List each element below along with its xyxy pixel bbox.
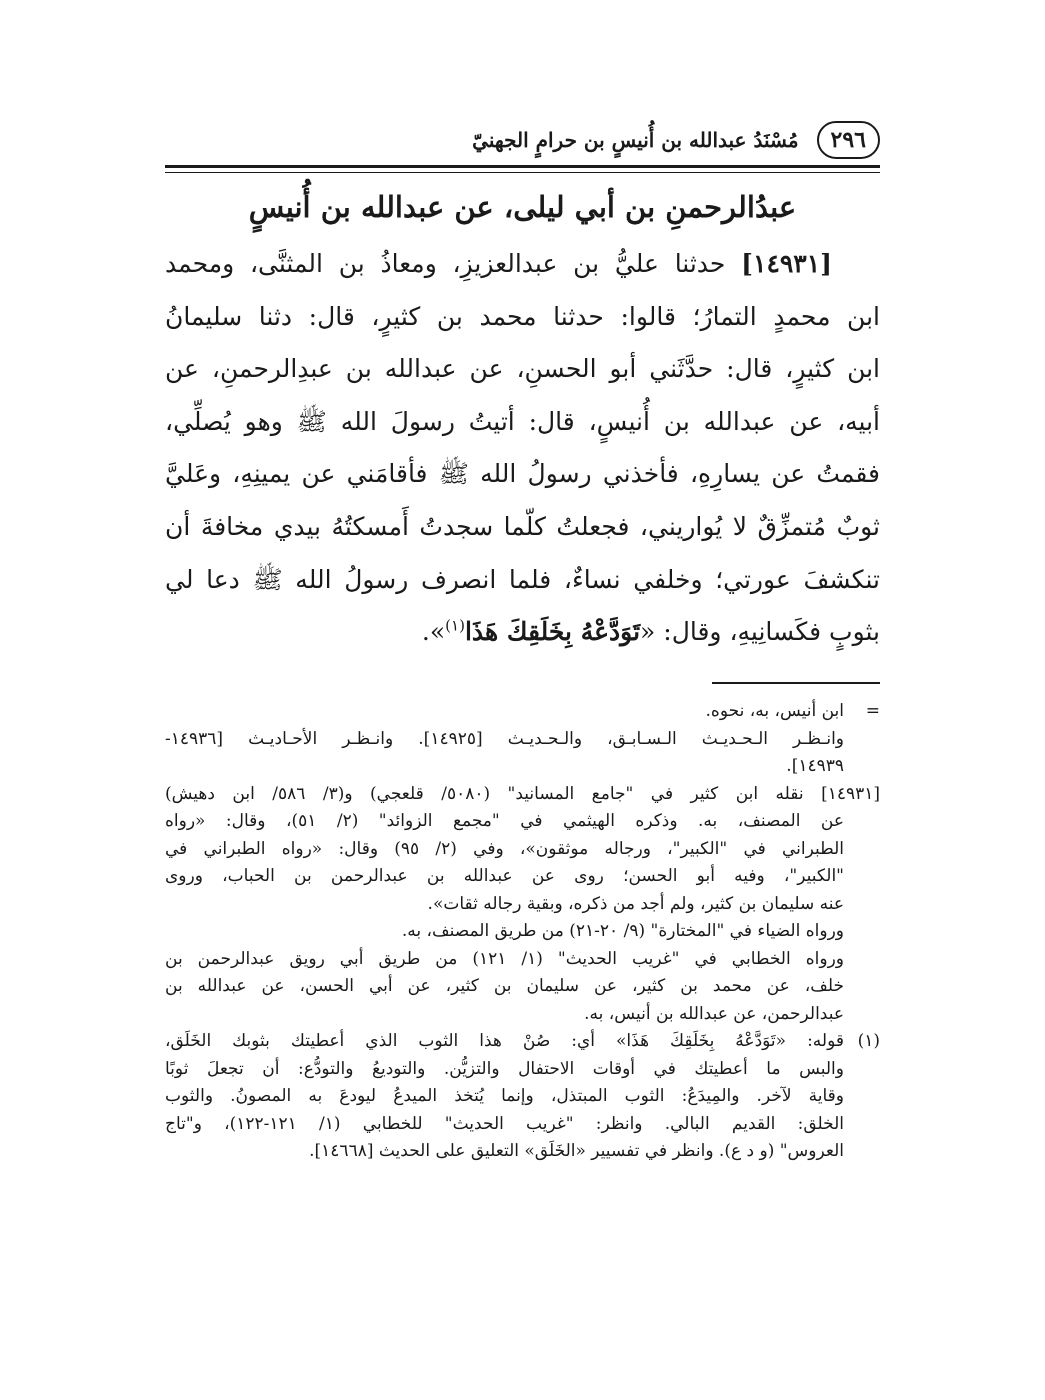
running-header [165, 118, 880, 162]
footnote-line: ١٤٩٣٩]. [786, 756, 844, 776]
header-rule-thin [165, 172, 880, 173]
hadith-line: ثوبٌ مُتمزِّقٌ لا يُواريني، فجعلتُ كلّما سجدتُ أَمسكتُهُ بيدي مخافةَ أن [165, 511, 880, 541]
footnote-line: خلف، عن محمد بن كثير، عن سليمان بن كثير، عن أبي الحسن، عن عبدالله بن [165, 976, 844, 996]
footnote-line: =ابن أنيس، به، نحوه. [165, 698, 880, 726]
hadith-line: أبيه، عن عبدالله بن أُنيسٍ، قال: أتيتُ رسولَ الله ﷺ وهو يُصلِّي، [165, 406, 880, 436]
hadith-line: بثوبٍ فكَسانِيهِ، وقال: «تَوَدَّعْهُ بِخَلَقِكَ هَذَا$^{(١)}$». [421, 616, 880, 647]
footnote-line: العروس" (و د ع). وانظر في تفسيير «الخَلَق» التعليق على الحديث [١٤٦٦٨]. [309, 1141, 844, 1161]
footnote-marker: (١) [857, 1031, 880, 1051]
footnote-line: "الكبير"، وفيه أبو الحسن؛ روى عن عبدالله بن عبدالرحمن بن الحباب، وروى [165, 866, 844, 886]
continuation-marker: = [865, 701, 880, 721]
footnote-reference[interactable]: (١) [445, 616, 465, 635]
footnote-line: (١)قوله: «تَوَدَّعْهُ بِخَلَقِكَ هَذَا» أي: صُنْ هذا الثوب الذي أعطيتك بثوبك الخَلَق، [165, 1028, 880, 1056]
hadith-line: فقمتُ عن يسارِهِ، فأخذني رسولُ الله ﷺ فأقامَني عن يمينِهِ، وعَليَّ [165, 459, 880, 489]
hadith-text [165, 238, 880, 659]
footnote-line: وانـظـر الـحـديـث الـسـابـق، والـحـديـث [١٤٩٢٥]. وانـظـر الأحـاديـث [١٤٩٣٦- [165, 728, 844, 749]
hadith-line: ابن كثيرٍ، قال: حدَّثَني أبو الحسنِ، عن عبدالله بن عبدِالرحمنِ، عن [165, 354, 880, 384]
footnote-line: ورواه الخطابي في "غريب الحديث" (١/ ١٢١) من طريق أبي رويق عبدالرحمن بن [165, 948, 844, 969]
footnote-line: الخلق: القديم البالي. وانظر: "غريب الحديث" للخطابي (١/ ١٢١-١٢٢)، و"تاج [165, 1113, 845, 1134]
footnote-line: ورواه الضياء في "المختارة" (٩/ ٢٠-٢١) من طريق المصنف، به. [401, 921, 844, 941]
section-heading: عبدُالرحمنِ بن أبي ليلى، عن عبدالله بن أُنيسٍ [248, 190, 797, 224]
prophetic-saying: تَوَدَّعْهُ بِخَلَقِكَ هَذَا [464, 617, 641, 647]
footnote-line: الطبراني في "الكبير"، ورجاله موثقون»، وفي (٢/ ٩٥) وقال: «رواه الطبراني في [165, 838, 844, 859]
hadith-line: ابن محمدٍ التمارُ؛ قالوا: حدثنا محمد بن كثيرٍ، قال: دثنا سليمانُ [165, 301, 880, 331]
footnotes [165, 698, 880, 1166]
hadith-line: [١٤٩٣١] حدثنا عليُّ بن عبدالعزيزِ، ومعاذُ بن المثنَّى، ومحمد [165, 249, 832, 278]
footnote-line: والبس ما أعطيتك في أوقات الاحتفال والتزيُّن. والتوديعُ والتودُّع: أن تجعلَ ثوبًا [165, 1058, 844, 1079]
page-number: ٢٩٦ [817, 121, 880, 159]
footnote-line: وقاية لآخر. والمِيدَعُ: الثوب المبتذل، وإنما يُتخذ الميدعُ ليودعَ به المصونُ. والثوب [165, 1086, 844, 1106]
footnote-separator [712, 682, 880, 684]
running-title: مُسْنَدُ عبدالله بن أُنيسٍ بن حرامٍ الجهنيّ [472, 128, 799, 152]
note-number: [١٤٩٣١] [821, 783, 880, 804]
hadith-line: تنكشفَ عورتي؛ وخلفي نساءٌ، فلما انصرف رسولُ الله ﷺ دعا لي [165, 564, 880, 594]
footnote-line: عنه سليمان بن كثير، ولم أجد من ذكره، وبقية رجاله ثقات». [427, 893, 844, 914]
footnote-line: عن المصنف، به. وذكره الهيثمي في "مجمع الزوائد" (٢/ ٥١)، وقال: «رواه [165, 811, 844, 831]
footnote-line: [١٤٩٣١] نقله ابن كثير في "جامع المسانيد" (٥٠٨٠/ قلعجي) و(٣/ ٥٨٦/ ابن دهيش) [165, 783, 880, 804]
footnote-line: عبدالرحمن، عن عبدالله بن أنيس، به. [584, 1003, 844, 1024]
header-rule-thick [165, 165, 880, 168]
hadith-number: [١٤٩٣١] [741, 249, 832, 278]
